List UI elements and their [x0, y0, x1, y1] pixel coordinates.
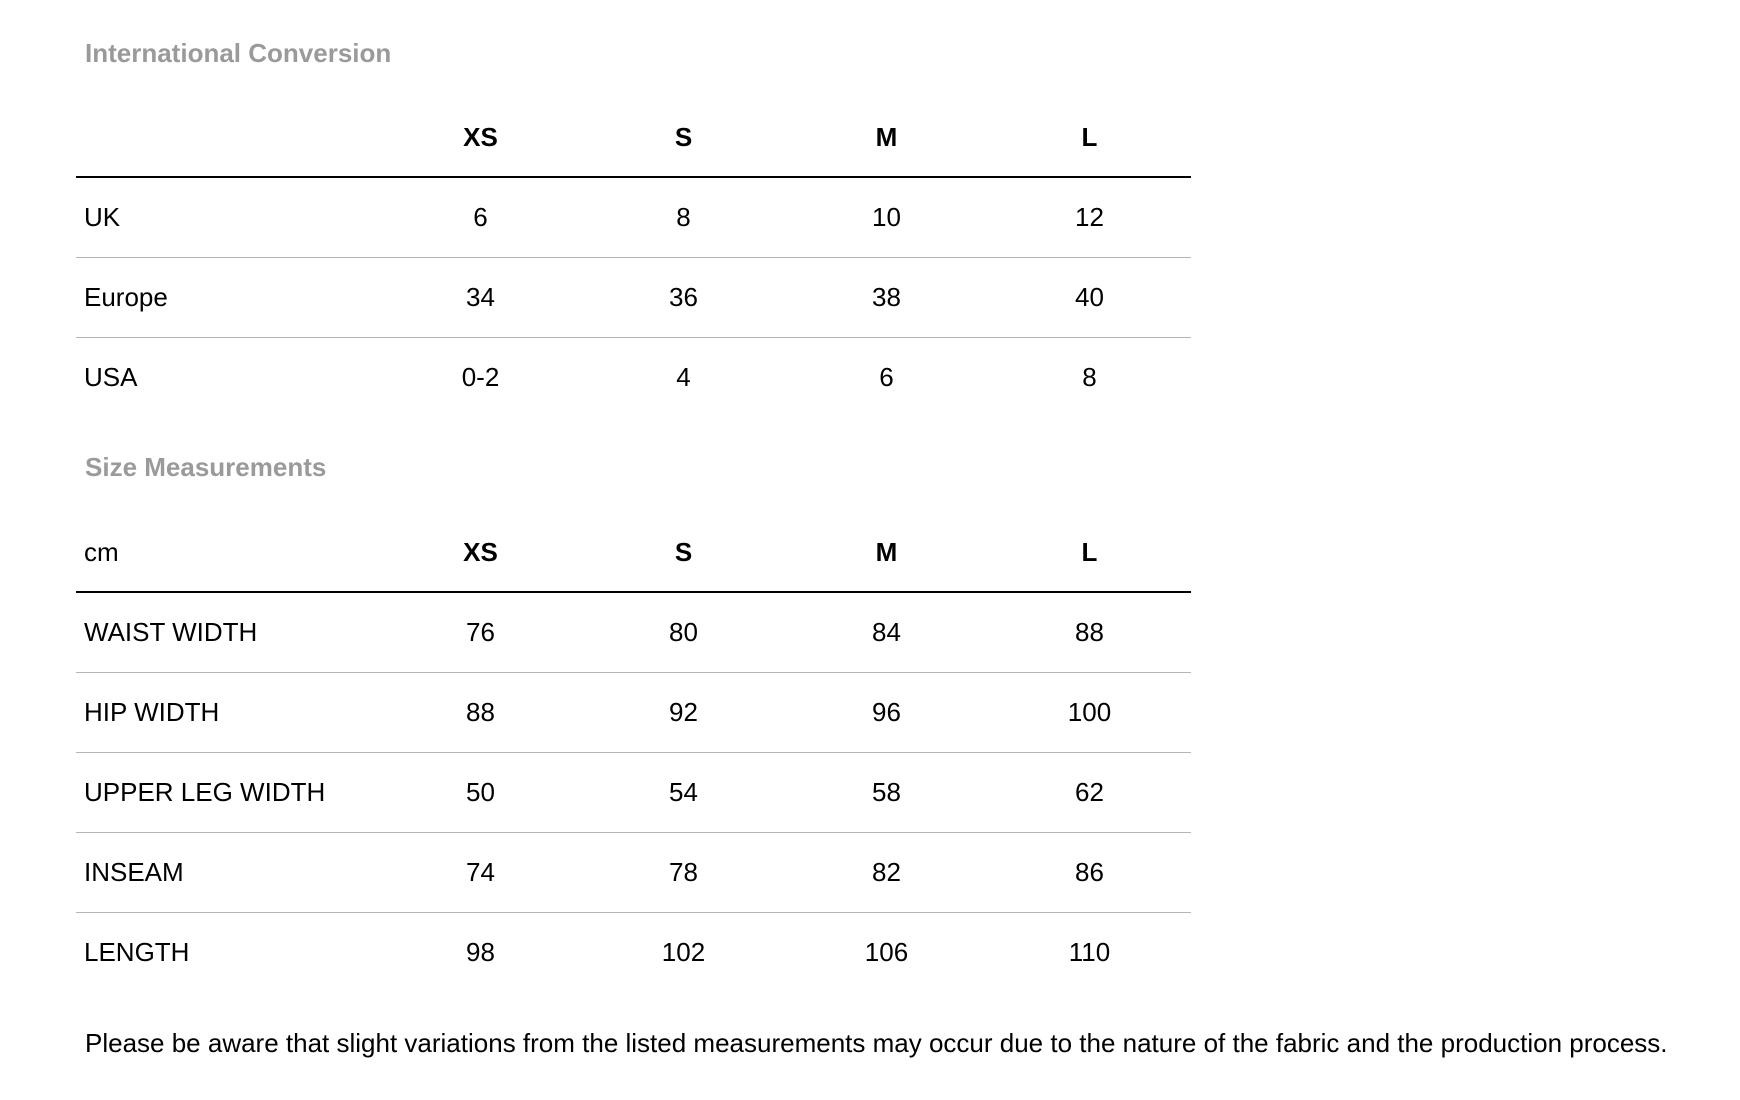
- table-row: [76, 753, 1191, 833]
- table-cell: 100: [988, 673, 1191, 753]
- table-cell: 6: [879, 362, 894, 392]
- measurements-table: [76, 513, 1191, 992]
- table-cell: 6: [379, 177, 582, 258]
- table-cell: 40: [988, 258, 1191, 338]
- row-label: INSEAM: [76, 833, 379, 913]
- size-header-xs: XS: [379, 513, 582, 592]
- table-cell: 88: [988, 592, 1191, 673]
- table-cell: 50: [379, 753, 582, 833]
- table-row: [76, 177, 1191, 258]
- table-cell: 54: [582, 753, 785, 833]
- table-cell: 110: [1068, 937, 1111, 967]
- table-cell: 34: [379, 258, 582, 338]
- table-cell: 88: [379, 673, 582, 753]
- table-cell: 82: [785, 833, 988, 913]
- conversion-corner-label: [76, 98, 379, 177]
- conversion-table: [76, 98, 1191, 417]
- table-row: [76, 338, 1191, 418]
- disclaimer-note: Please be aware that slight variations from the listed measurements may occur due to the nature of the fabric and the production process.: [85, 1028, 1668, 1058]
- table-cell: 38: [785, 258, 988, 338]
- size-header-xs: XS: [379, 98, 582, 177]
- row-label: UK: [76, 177, 379, 258]
- table-cell: 4: [676, 362, 691, 392]
- size-header-l: L: [988, 98, 1191, 177]
- table-cell: 96: [785, 673, 988, 753]
- conversion-header-row: [76, 98, 1191, 177]
- table-cell: 0-2: [461, 362, 500, 392]
- table-row: [76, 833, 1191, 913]
- table-cell: 98: [466, 937, 495, 967]
- table-cell: 12: [988, 177, 1191, 258]
- table-cell: 106: [864, 937, 909, 967]
- measurements-header-row: [76, 513, 1191, 592]
- row-label: UPPER LEG WIDTH: [76, 753, 379, 833]
- table-cell: 8: [582, 177, 785, 258]
- size-header-s: S: [582, 513, 785, 592]
- measurements-title: Size Measurements: [85, 452, 327, 482]
- table-cell: 10: [785, 177, 988, 258]
- table-cell: 36: [582, 258, 785, 338]
- table-cell: 62: [988, 753, 1191, 833]
- row-label: USA: [84, 362, 138, 392]
- table-cell: 92: [582, 673, 785, 753]
- table-row: [76, 913, 1191, 993]
- table-cell: 78: [582, 833, 785, 913]
- table-cell: 86: [988, 833, 1191, 913]
- row-label: WAIST WIDTH: [76, 592, 379, 673]
- row-label: LENGTH: [84, 937, 190, 967]
- size-header-m: M: [785, 98, 988, 177]
- row-label: Europe: [76, 258, 379, 338]
- size-header-m: M: [785, 513, 988, 592]
- conversion-title: International Conversion: [85, 38, 392, 68]
- table-row: [76, 258, 1191, 338]
- table-cell: 8: [1082, 362, 1097, 392]
- table-cell: 84: [785, 592, 988, 673]
- size-header-s: S: [582, 98, 785, 177]
- table-row: [76, 592, 1191, 673]
- row-label: HIP WIDTH: [76, 673, 379, 753]
- table-cell: 80: [582, 592, 785, 673]
- size-header-l: L: [988, 513, 1191, 592]
- table-cell: 102: [661, 937, 706, 967]
- table-cell: 74: [379, 833, 582, 913]
- unit-label: cm: [76, 513, 379, 592]
- table-cell: 58: [785, 753, 988, 833]
- table-row: [76, 673, 1191, 753]
- table-cell: 76: [379, 592, 582, 673]
